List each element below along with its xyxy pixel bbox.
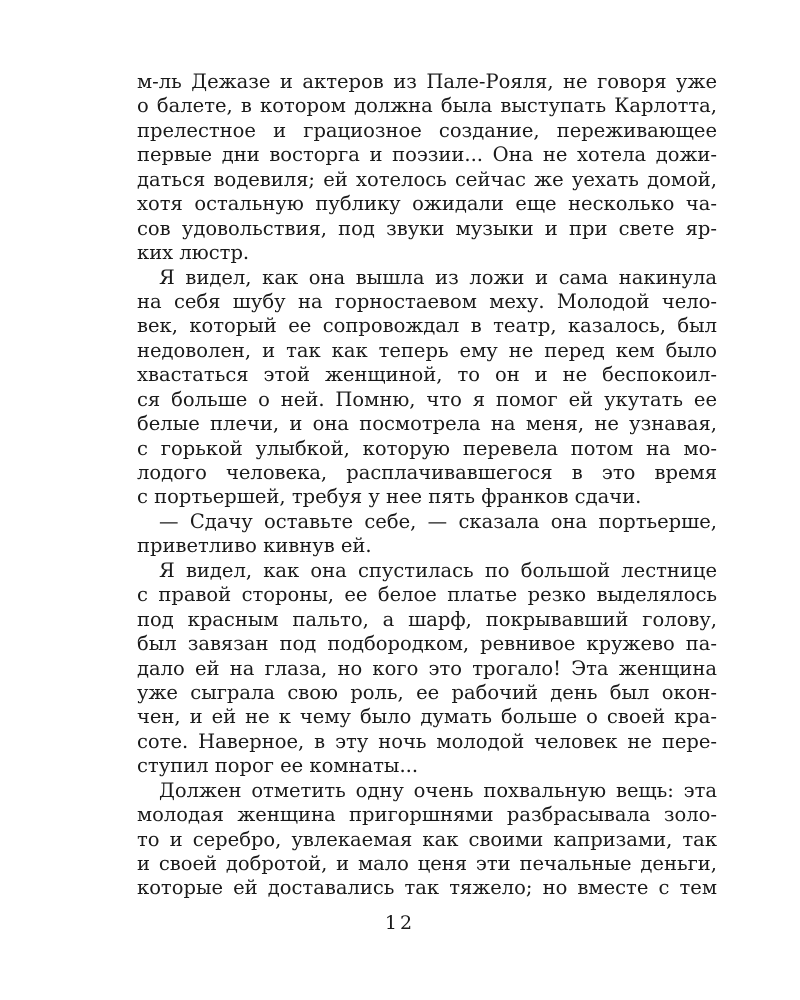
text-line: был завязан под подбородком, ревнивое кружево па- (137, 632, 717, 656)
text-line: и своей добротой, и мало ценя эти печальные деньги, (137, 852, 717, 875)
text-line: с правой стороны, ее белое платье резко выделялось (137, 583, 717, 607)
text-line: то и серебро, увлекаемая как своими капризами, так (137, 827, 717, 851)
text-line: с горькой улыбкой, которую перевела потом на мо- (137, 436, 717, 460)
text-line: даться водевиля; ей хотелось сейчас же уехать домой, (137, 167, 717, 191)
text-line: чен, и ей не к чему было думать больше о своей кра- (137, 705, 717, 729)
text-line: сов удовольствия, под звуки музыки и при свете яр- (137, 216, 717, 240)
text-line: м-ль Дежазе и актеров из Пале-Рояля, не говоря уже (137, 70, 717, 93)
body-text (137, 70, 717, 901)
text-line: под красным пальто, а шарф, покрывавший голову, (137, 607, 717, 631)
text-line: соте. Наверное, в эту ночь молодой человек не пере- (137, 729, 717, 753)
text-line: хвастаться этой женщиной, то он и не беспокоил- (137, 363, 717, 387)
text-line: Должен отметить одну очень похвальную вещь: эта (159, 778, 717, 802)
text-line: белые плечи, и она посмотрела на меня, не узнавая, (137, 412, 717, 436)
text-line: ступил порог ее комнаты... (137, 754, 419, 778)
text-line: первые дни восторга и поэзии... Она не хотела дожи- (137, 143, 717, 167)
text-line: ся больше о ней. Помню, что я помог ей укутать ее (137, 387, 717, 411)
text-line: ких люстр. (137, 241, 250, 265)
text-line: о балете, в котором должна была выступать Карлотта, (137, 94, 717, 118)
text-line: лодого человека, расплачивавшегося в это время (137, 461, 717, 484)
text-line: Я видел, как она вышла из ложи и сама накинула (159, 265, 717, 289)
text-line: век, который ее сопровождал в театр, казалось, был (137, 314, 717, 338)
text-line: недоволен, и так как теперь ему не перед кем было (137, 338, 717, 362)
text-line: с портьершей, требуя у нее пять франков сдачи. (137, 485, 642, 509)
text-line: уже сыграла свою роль, ее рабочий день был окон- (137, 680, 717, 704)
text-line: молодая женщина пригоршнями разбрасывала золо- (137, 803, 717, 827)
text-line: прелестное и грациозное создание, переживающее (137, 118, 717, 142)
text-line: хотя остальную публику ожидали еще несколько ча- (137, 192, 717, 216)
text-line: Я видел, как она спустилась по большой лестнице (159, 558, 717, 582)
text-line: дало ей на глаза, но кого это трогало! Эта женщина (137, 656, 717, 680)
text-line: — Сдачу оставьте себе, — сказала она портьерше, (159, 509, 717, 533)
text-line: на себя шубу на горностаевом меху. Молодой чело- (137, 289, 717, 313)
text-line: приветливо кивнув ей. (137, 534, 372, 558)
page-number: 12 (384, 912, 416, 934)
text-line: которые ей доставались так тяжело; но вместе с тем (137, 876, 717, 900)
